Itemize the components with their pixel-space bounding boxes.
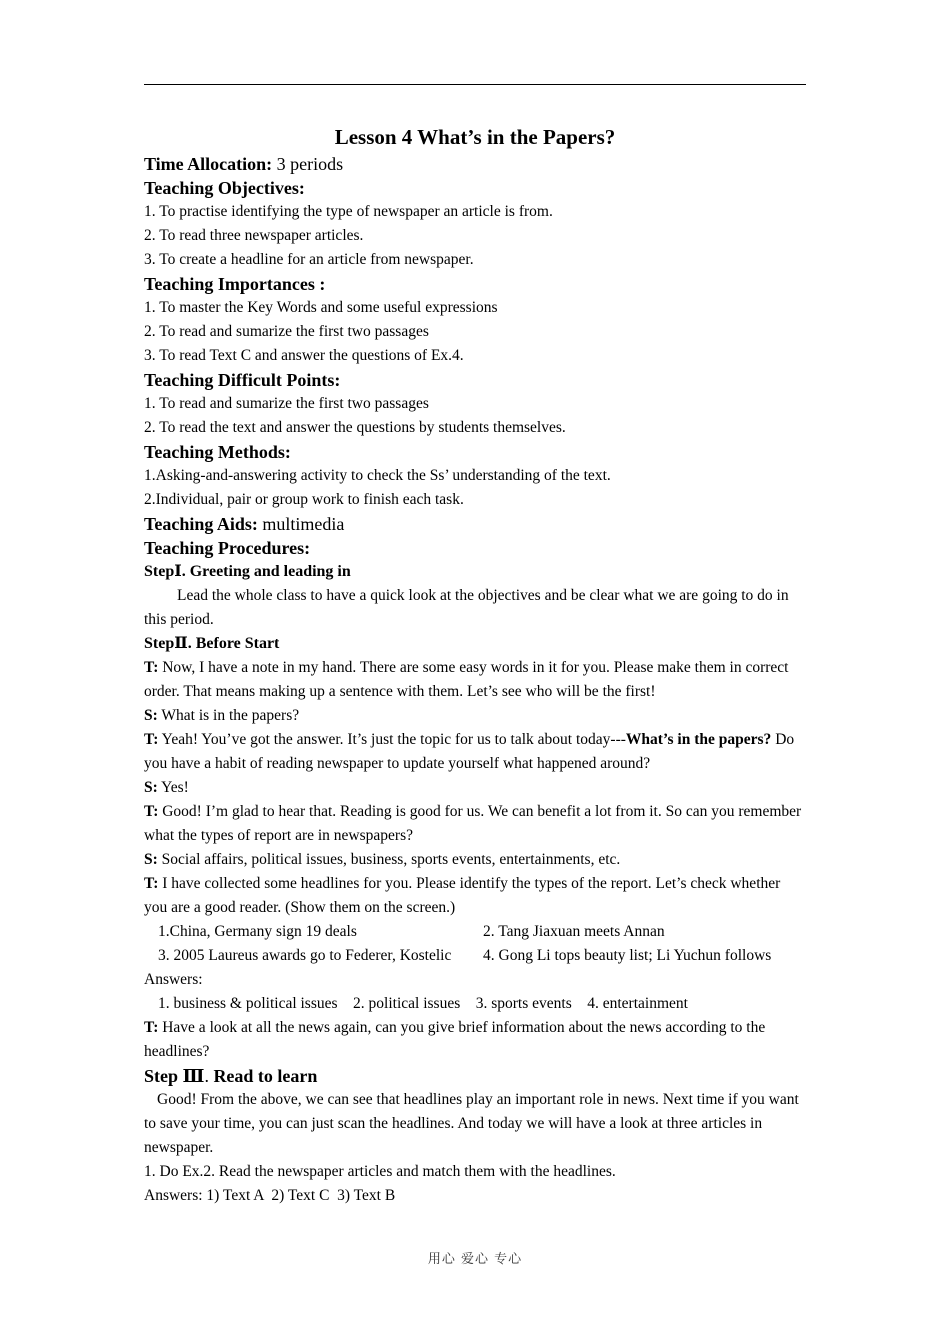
difficult-item: 1. To read and sumarize the first two passages: [144, 395, 429, 412]
header-rule: [144, 84, 806, 85]
headline-item: 1.China, Germany sign 19 deals: [158, 923, 357, 940]
answers-label: Answers:: [144, 971, 203, 988]
dialogue-line: S: Social affairs, political issues, business, sports events, entertainments, etc.: [144, 851, 621, 868]
dialogue-line: T: Yeah! You’ve got the answer. It’s just the topic for us to talk about today---What’s in the papers? Do you have a habit of reading newspaper to update yourself what happened around?: [144, 731, 795, 772]
headline-item: 4. Gong Li tops beauty list; Li Yuchun follows: [483, 947, 772, 964]
objective-item: 3. To create a headline for an article from newspaper.: [144, 251, 474, 268]
step3-title: Step Ⅲ. Read to learn: [144, 1066, 318, 1086]
headline-row: [144, 920, 806, 944]
step3-task: 1. Do Ex.2. Read the newspaper articles and match them with the headlines.: [144, 1163, 616, 1180]
step1-text: Lead the whole class to have a quick look at the objectives and be clear what we are going to do in this period.: [144, 587, 789, 628]
time-allocation: Time Allocation: 3 periods: [144, 154, 344, 174]
objective-item: 1. To practise identifying the type of newspaper an article is from.: [144, 203, 553, 220]
difficult-heading: Teaching Difficult Points:: [144, 370, 341, 390]
difficult-item: 2. To read the text and answer the questions by students themselves.: [144, 419, 566, 436]
importance-item: 1. To master the Key Words and some useful expressions: [144, 299, 498, 316]
headline-row: [144, 944, 806, 968]
method-item: 2.Individual, pair or group work to finish each task.: [144, 491, 464, 508]
step3-answers: Answers: 1) Text A 2) Text C 3) Text B: [144, 1187, 396, 1204]
dialogue-line: T: Now, I have a note in my hand. There are some easy words in it for you. Please make them in correct order. That means making up a sentence with them. Let’s see who will be the first!: [144, 659, 789, 700]
importances-heading: Teaching Importances :: [144, 274, 326, 294]
importance-item: 2. To read and sumarize the first two passages: [144, 323, 429, 340]
dialogue-line: S: Yes!: [144, 779, 189, 796]
answers-list: 1. business & political issues 2. political issues 3. sports events 4. entertainment: [158, 995, 688, 1012]
step3-intro: Good! From the above, we can see that headlines play an important role in news. Next time if you want to save your time, you can just scan the headlines. And today we will have a look at three articles in newspaper.: [144, 1091, 799, 1156]
headline-item: 3. 2005 Laureus awards go to Federer, Kostelic: [158, 947, 452, 964]
aids-line: Teaching Aids: multimedia: [144, 514, 345, 534]
methods-heading: Teaching Methods:: [144, 442, 291, 462]
dialogue-line: S: What is in the papers?: [144, 707, 300, 724]
method-item: 1.Asking-and-answering activity to check the Ss’ understanding of the text.: [144, 467, 611, 484]
page-title: Lesson 4 What’s in the Papers?: [334, 125, 616, 149]
dialogue-line: T: I have collected some headlines for you. Please identify the types of the report. Let’s check whether you are a good reader. (Show them on the screen.): [144, 875, 781, 916]
importance-item: 3. To read Text C and answer the questions of Ex.4.: [144, 347, 464, 364]
objectives-heading: Teaching Objectives:: [144, 178, 305, 198]
step1-title: StepⅠ. Greeting and leading in: [144, 563, 351, 580]
step2-title: StepⅡ. Before Start: [144, 635, 280, 652]
procedures-heading: Teaching Procedures:: [144, 538, 311, 558]
dialogue-line: T: Good! I’m glad to hear that. Reading is good for us. We can benefit a lot from it. So can you remember what the types of report are in newspapers?: [144, 803, 802, 844]
objective-item: 2. To read three newspaper articles.: [144, 227, 364, 244]
document-body: [144, 122, 806, 1208]
headline-item: 2. Tang Jiaxuan meets Annan: [483, 923, 665, 940]
dialogue-line: T: Have a look at all the news again, can you give brief information about the news according to the headlines?: [144, 1019, 766, 1060]
page-footer: 用心 爱心 专心: [427, 1252, 523, 1267]
